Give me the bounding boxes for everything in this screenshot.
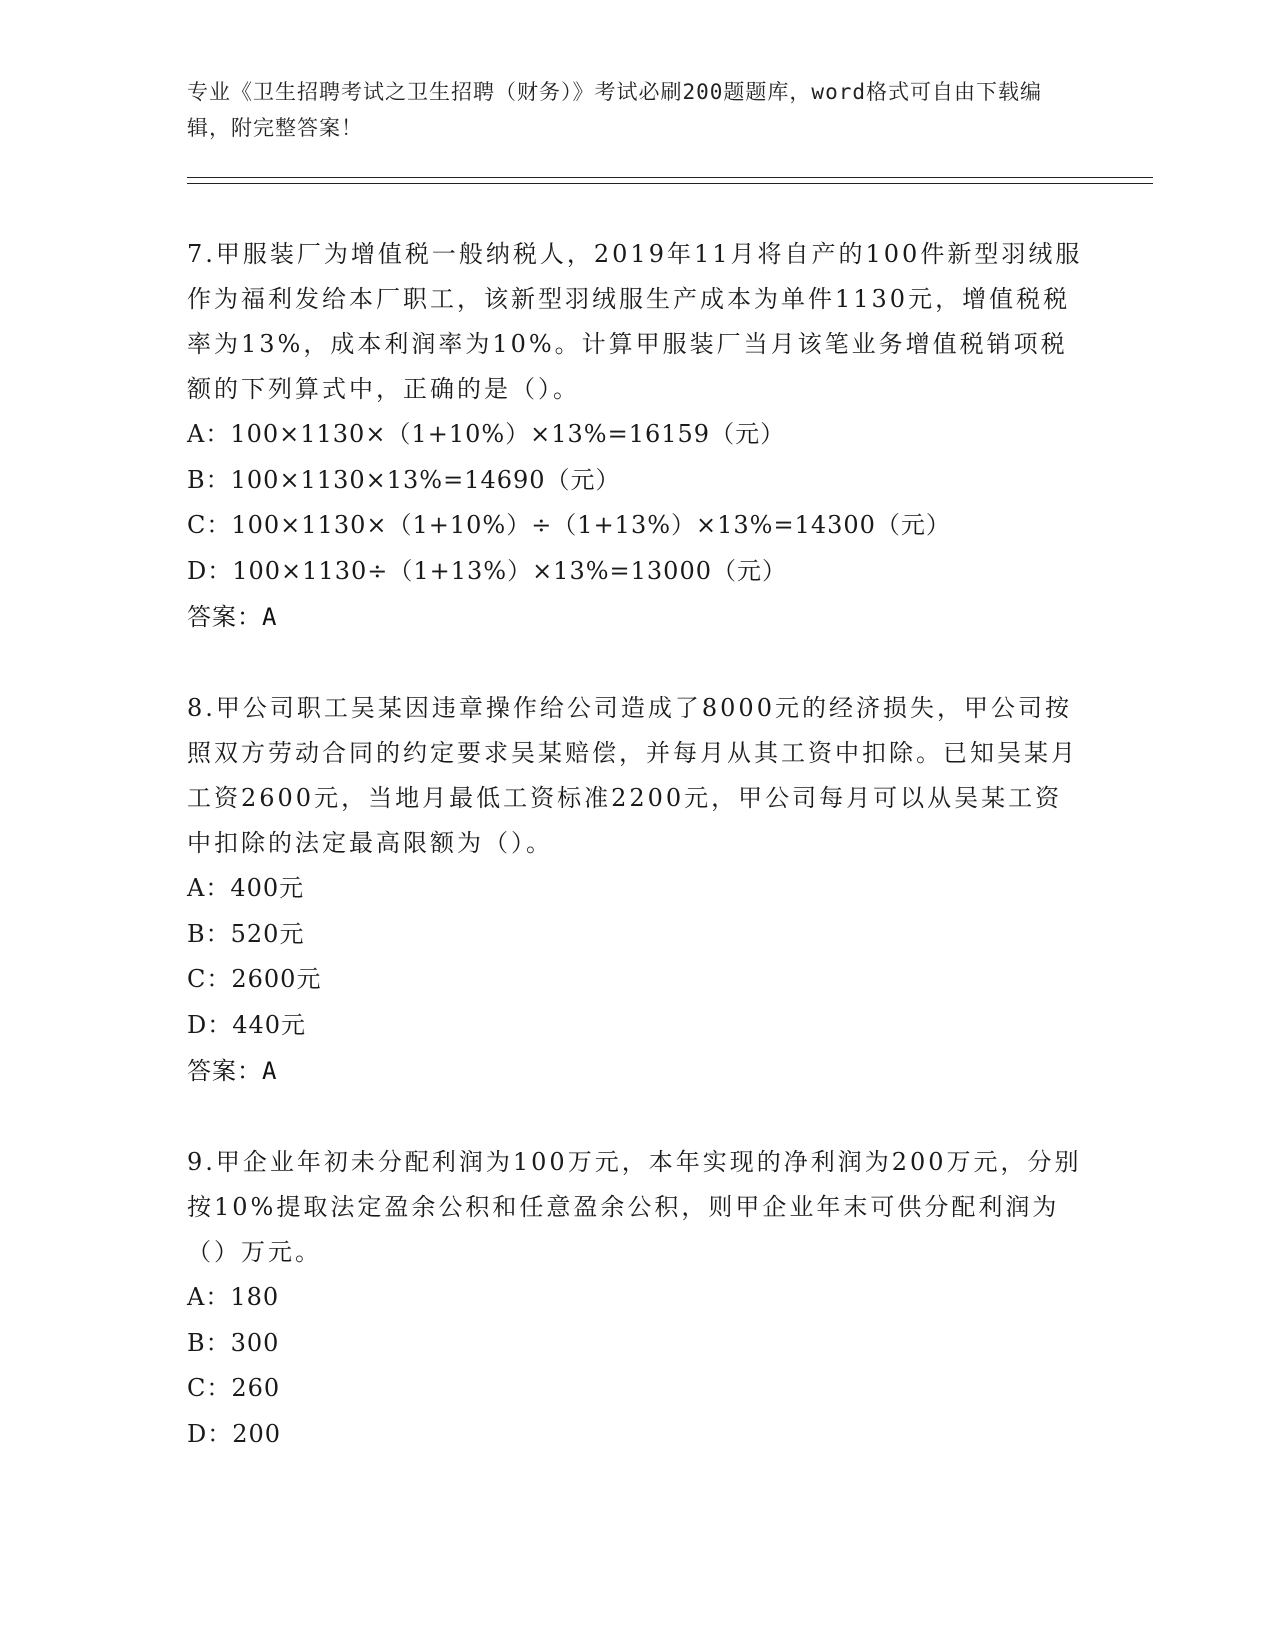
option-a: A：180 [187, 1283, 280, 1311]
option-a: A：400元 [187, 874, 305, 902]
option-c: C：2600元 [187, 965, 322, 993]
option-d: D：200 [187, 1419, 282, 1448]
option-c: C：100×1130×（1+10%）÷（1+13%）×13%=14300（元） [187, 511, 951, 539]
option-b: B：300 [187, 1328, 280, 1357]
option-list [187, 866, 1087, 1048]
option-d: D：100×1130÷（1+13%）×13%=13000（元） [187, 556, 787, 585]
question-stem: 7.甲服装厂为增值税一般纳税人，2019年11月将自产的100件新型羽绒服作为福利发给本厂职工，该新型羽绒服生产成本为单件1130元，增值税税率为13%，成本利润率为10%。计算甲服装厂当月该笔业务增值税销项税额的下列算式中，正确的是（）。 [187, 240, 1083, 403]
question-stem: 9.甲企业年初未分配利润为100万元，本年实现的净利润为200万元，分别按10%提取法定盈余公积和任意盈余公积，则甲企业年末可供分配利润为（）万元。 [187, 1148, 1082, 1266]
option-d: D：440元 [187, 1010, 307, 1039]
question-7 [187, 232, 1087, 640]
option-b: B：100×1130×13%=14690（元） [187, 465, 621, 494]
option-list [187, 412, 1087, 594]
question-9 [187, 1140, 1087, 1457]
question-stem: 8.甲公司职工吴某因违章操作给公司造成了8000元的经济损失，甲公司按照双方劳动合同的约定要求吴某赔偿，并每月从其工资中扣除。已知吴某月工资2600元，当地月最低工资标准2200元，甲公司每月可以从吴某工资中扣除的法定最高限额为（）。 [187, 694, 1078, 857]
option-b: B：520元 [187, 919, 305, 948]
option-c: C：260 [187, 1374, 281, 1402]
header-divider-top [187, 177, 1153, 178]
document-header: 专业《卫生招聘考试之卫生招聘（财务）》考试必刷200题题库，word格式可自由下载编辑，附完整答案！ [187, 80, 1042, 140]
answer-line: 答案：A [187, 603, 278, 631]
question-8 [187, 686, 1087, 1094]
option-list [187, 1275, 1087, 1457]
question-list [187, 232, 1087, 1503]
answer-line: 答案：A [187, 1057, 278, 1085]
header-divider-bottom [187, 183, 1153, 184]
option-a: A：100×1130×（1+10%）×13%=16159（元） [187, 420, 786, 448]
